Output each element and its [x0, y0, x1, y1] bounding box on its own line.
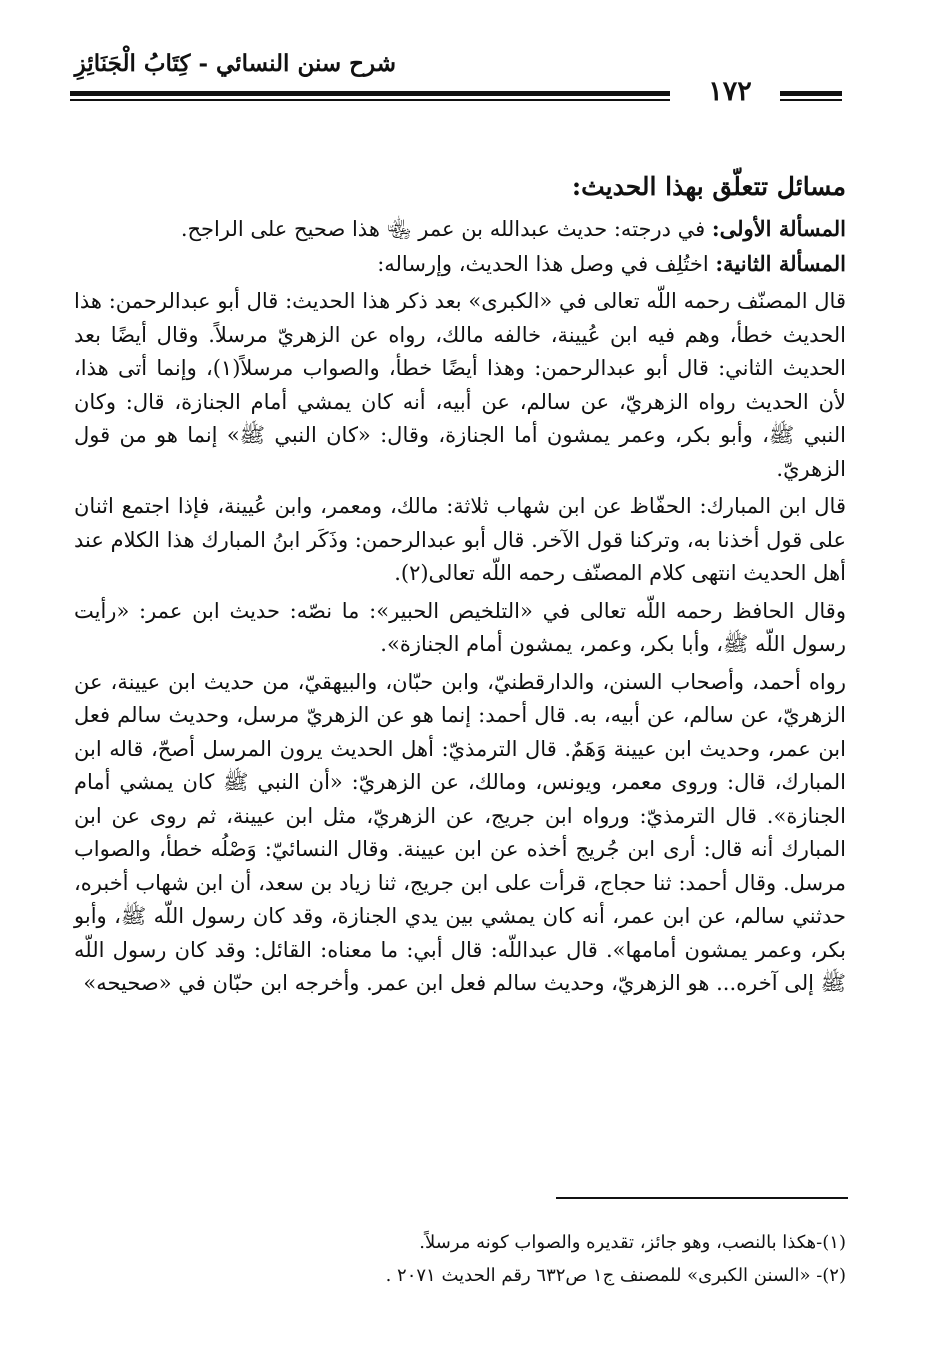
issue-two-label: المسألة الثانية: — [715, 250, 846, 276]
footnote-1: (١)-هكذا بالنصب، وهو جائز، تقديره والصواب كونه مرسلاً. — [419, 1232, 846, 1253]
issue-one — [74, 212, 846, 247]
main-text — [74, 168, 846, 1001]
section-heading: مسائل تتعلّق بهذا الحديث: — [571, 172, 846, 201]
header-rule — [70, 91, 670, 101]
footnotes — [300, 1226, 846, 1292]
footnote-2: (٢)- «السنن الكبرى» للمصنف ج١ ص٦٣٢ رقم الحديث ٢٠٧١ . — [385, 1265, 846, 1286]
running-header-title: شرح سنن النسائي - كِتَابُ الْجَنَائِزِ — [74, 50, 396, 77]
paragraph-musannif-quote: قال المصنّف رحمه اللّه تعالى في «الكبرى» بعد ذكر هذا الحديث: قال أبو عبدالرحمن: هذا الحديث خطأ، وهم فيه ابن عُيينة، خالفه مالك، رواه عن الزهريّ مرسلاً. وقال أيضًا بعد الحديث الثاني: قال أبو عبدالرحمن: وهذا أيضًا خطأ، والصواب مرسلاً(١)، وإنما أتى هذا، لأن الحديث رواه الزهريّ، عن سالم، عن أبيه، أنه كان يمشي أمام الجنازة، قال: وكان النبي ﷺ، وأبو بكر، وعمر يمشون أما الجنازة، وقال: «كان النبي ﷺ» إنما هو من قول الزهريّ. — [74, 289, 846, 481]
issue-two — [74, 247, 846, 282]
page-number-rule — [780, 91, 842, 101]
issue-two-text: اختُلِف في وصل هذا الحديث، وإرساله: — [377, 251, 716, 276]
paragraph-ibn-mubarak: قال ابن المبارك: الحفّاظ عن ابن شهاب ثلاثة: مالك، ومعمر، وابن عُيينة، فإذا اجتمع اثنان على قول أخذنا به، وتركنا قول الآخر. قال أبو عبدالرحمن: وذَكَر ابنُ المبارك هذا الكلام عند أهل الحديث انتهى كلام المصنّف رحمه اللّه تعالى(٢). — [74, 494, 846, 585]
page-number: ١٧٢ — [708, 76, 752, 107]
issue-one-label: المسألة الأولى: — [711, 216, 846, 241]
paragraph-hafiz-quote: وقال الحافظ رحمه اللّه تعالى في «التلخيص الحبير»: ما نصّه: حديث ابن عمر: «رأيت رسول اللّه ﷺ، وأبا بكر، وعمر، يمشون أمام الجنازة». — [74, 598, 846, 656]
footnote-separator — [556, 1197, 848, 1199]
paragraph-takhrij: رواه أحمد، وأصحاب السنن، والدارقطنيّ، وابن حبّان، والبيهقيّ، من حديث ابن عيينة، عن الزهريّ، عن سالم، عن أبيه، به. قال أحمد: إنما هو عن الزهريّ مرسل، وحديث سالم فعل ابن عمر، وحديث ابن عيينة وَهَمٌ. قال الترمذيّ: أهل الحديث يرون المرسل أصحّ، قاله ابن المبارك، قال: وروى معمر، ويونس، ومالك، عن الزهريّ: «أن النبي ﷺ كان يمشي أمام الجنازة». قال الترمذيّ: ورواه ابن جريج، عن الزهريّ، مثل ابن عيينة، ثم روى عن ابن المبارك أنه قال: أرى ابن جُريج أخذه عن ابن عيينة. وقال النسائيّ: وَصْلُه خطأ، والصواب مرسل. وقال أحمد: ثنا حجاج، قرأت على ابن جريج، ثنا زياد بن سعد، أن ابن شهاب أخبره، حدثني سالم، عن ابن عمر، أنه كان يمشي بين يدي الجنازة، وقد كان رسول اللّه ﷺ، وأبو بكر، وعمر يمشون أمامها». قال عبداللّه: قال أبي: ما معناه: القائل: وقد كان رسول اللّه ﷺ إلى آخره... هو الزهريّ، وحديث سالم فعل ابن عمر. وأخرجه ابن حبّان في «صحيحه» — [74, 669, 846, 995]
issue-one-text: في درجته: حديث عبدالله بن عمر ﵄ هذا صحيح على الراجح. — [180, 217, 712, 241]
